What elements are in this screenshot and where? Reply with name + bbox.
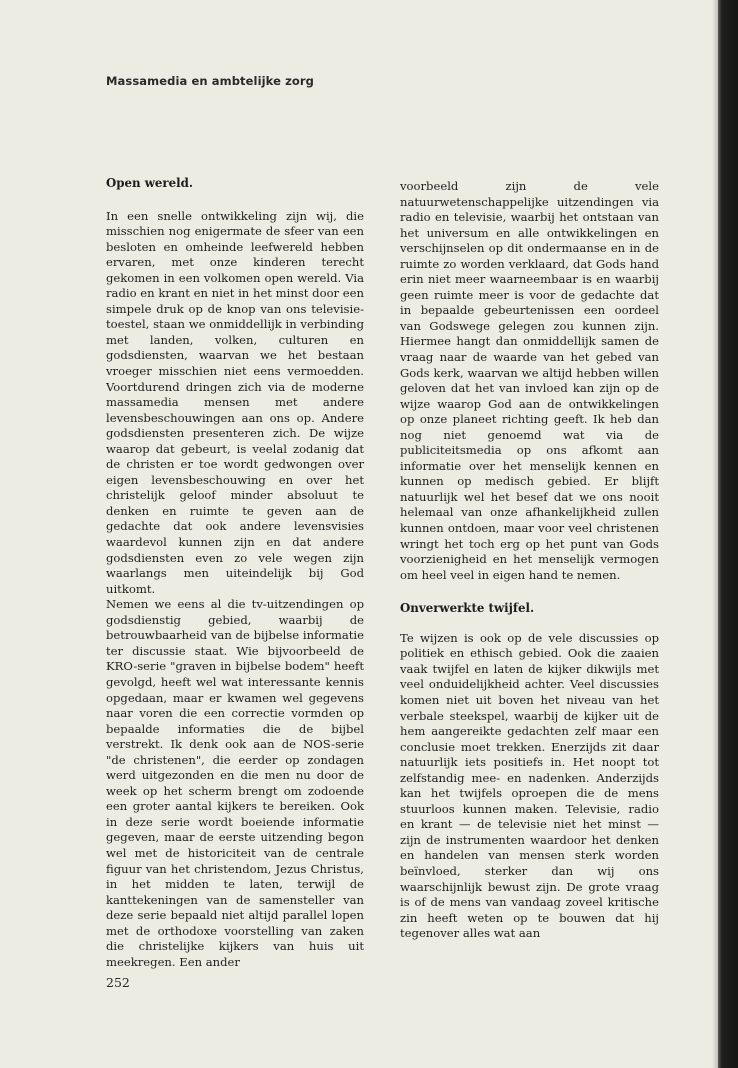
section-heading-open-wereld: Open wereld. (106, 176, 193, 190)
paragraph: Te wijzen is ook op de vele discussies op politiek en ethisch gebied. Ook die zaaien vaak twijfel en laten de kijker dikwijls met veel onduidelijkheid achter. Veel discussies komen niet uit boven het niveau van het verbale steekspel, waarbij de kijker uit de hem aangereikte gedachten zelf maar een conclusie moet trekken. Enerzijds zit daar natuurlijk iets positiefs in. Het noopt tot zelfstandig mee- en nadenken. Anderzijds kan het twijfels oproepen die de mens stuurloos kunnen maken. Televisie, radio en krant — de televisie niet het minst — zijn de instrumenten waardoor het denken en handelen van mensen sterk worden beïnvloed, sterker dan wij ons waarschijnlijk bewust zijn. De grote vraag is of de mens van vandaag zoveel kritische zin heeft weten op te bouwen dat hij tegenover alles wat aan (400, 630, 659, 941)
left-column (106, 176, 364, 970)
section-heading-onverwerkte-twijfel: Onverwerkte twijfel. (400, 601, 535, 616)
right-column (400, 179, 659, 942)
running-head: Massamedia en ambtelijke zorg (106, 74, 315, 88)
paragraph: In een snelle ontwikkeling zijn wij, die misschien nog enigermate de sfeer van een besloten en omheinde leefwereld hebben ervaren, met onze kinderen terecht gekomen in een volkomen open wereld. Via radio en krant en niet in het minst door een simpele druk op de knop van ons televisie-toestel, staan we onmiddellijk in verbinding met landen, volken, culturen en godsdiensten, waarvan we het bestaan vroeger misschien niet eens vermoedden. Voortdurend dringen zich via de moderne massamedia mensen met andere levensbeschouwingen aan ons op. Andere godsdiensten presenteren zich. De wijze waarop dat gebeurt, is veelal zodanig dat de christen er toe wordt gedwongen over eigen levensbeschouwing en over het christelijk geloof minder absoluut te denken en ruimte te geven aan de gedachte dat ook andere levensvisies waardevol kunnen zijn en dat andere godsdiensten even zo vele wegen zijn waarlangs men uiteindelijk bij God uitkomt. (106, 208, 364, 596)
paragraph: Nemen we eens al die tv-uitzendingen op godsdienstig gebied, waarbij de betrouwbaarheid van de bijbelse informatie ter discussie staat. Wie bijvoorbeeld de KRO-serie "graven in bijbelse bodem" heeft gevolgd, heeft wel wat interessante kennis opgedaan, maar er kwamen wel gegevens naar voren die een correctie vormden op bepaalde informaties die de bijbel verstrekt. Ik denk ook aan de NOS-serie "de christenen", die eerder op zondagen werd uitgezonden en die men nu door de week op het scherm brengt om zodoende een groter aantal kijkers te bereiken. Ook in deze serie wordt boeiende informatie gegeven, maar de eerste uitzending begon wel met de historiciteit van de centrale figuur van het christendom, Jezus Christus, in het midden te laten, terwijl de kanttekeningen van de samensteller van deze serie bepaald niet altijd parallel lopen met de orthodoxe voorstelling van zaken die christelijke kijkers van huis uit meekregen. Een ander (106, 597, 364, 969)
book-spine (718, 0, 738, 1068)
paragraph: voorbeeld zijn de vele natuurwetenschappelijke uitzendingen via radio en televisie, waarbij het ontstaan van het universum en alle ontwikkelingen en verschijnselen op dit ondermaanse en in de ruimte zo worden verklaard, dat Gods hand erin niet meer waarneembaar is en waarbij geen ruimte meer is voor de gedachte dat in bepaalde gebeurtenissen een oordeel van Godswege gelegen zou kunnen zijn. Hiermee hangt dan onmiddellijk samen de vraag naar de waarde van het gebed van Gods kerk, waarvan we altijd hebben willen geloven dat het van invloed kan zijn op de wijze waarop God aan de ontwikkelingen op onze planeet richting geeft. Ik heb dan nog niet genoemd wat via de publiciteitsmedia op ons afkomt aan informatie over het menselijk kennen en kunnen op medisch gebied. Er blijft natuurlijk wel het besef dat we ons nooit helemaal van onze afhankelijkheid zullen kunnen ontdoen, maar voor veel christenen wringt het toch erg op het punt van Gods voorzienigheid en het menselijk vermogen om heel veel in eigen hand te nemen. (400, 179, 659, 582)
page-number: 252 (106, 975, 130, 990)
